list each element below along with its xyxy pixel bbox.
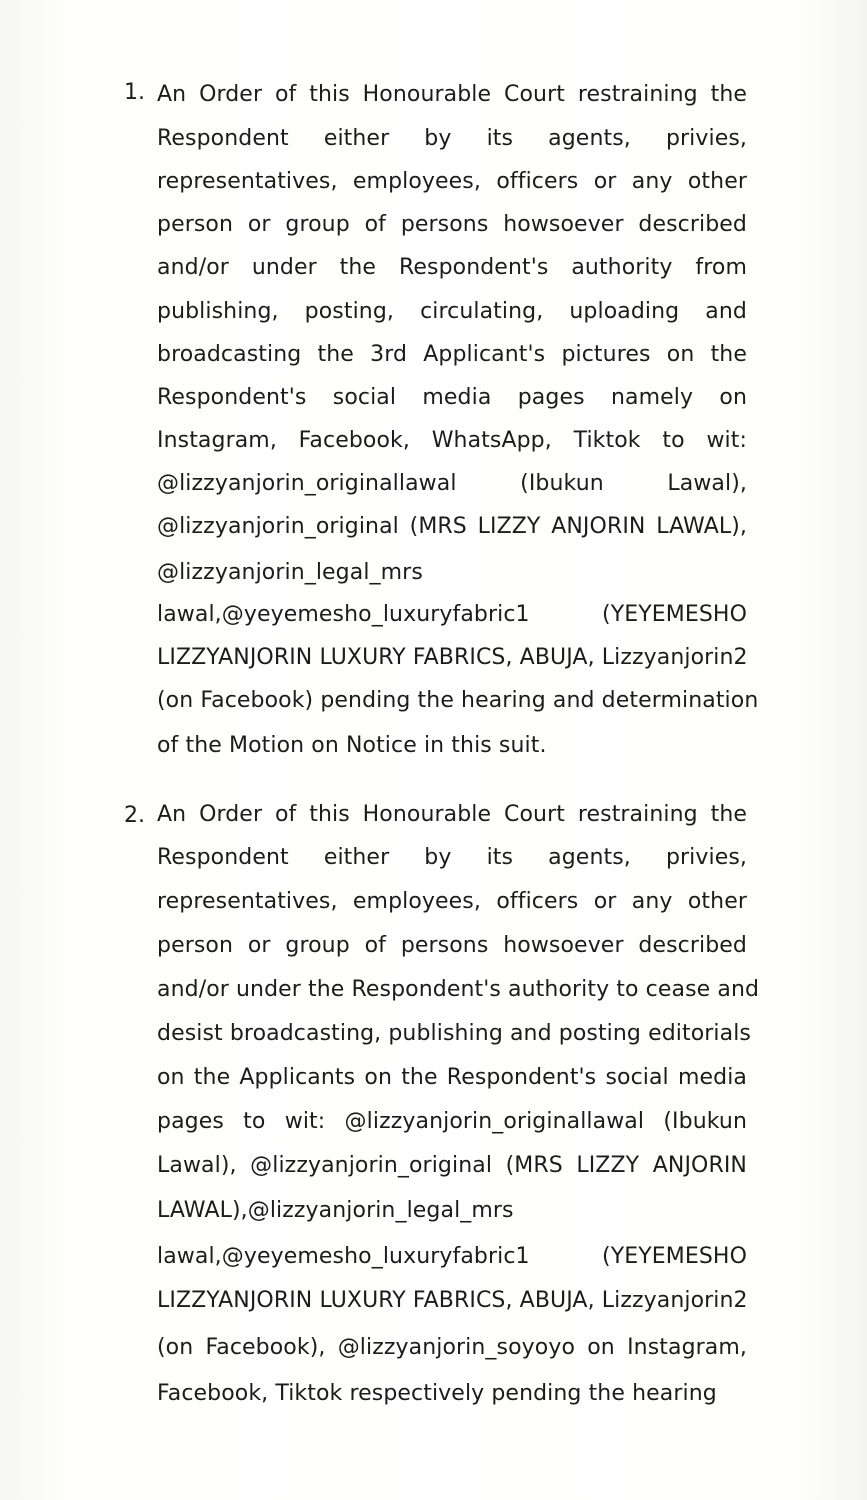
order-line: LIZZYANJORIN LUXURY FABRICS, ABUJA, Lizzyanjorin2 [157,1288,748,1313]
order-line: representatives, employees, officers or any other [157,169,747,194]
order-line: Instagram, Facebook, WhatsApp, Tiktok to wit: [157,428,747,453]
order-line: person or group of persons howsoever described [157,933,747,958]
order-line: LAWAL),@lizzyanjorin_legal_mrs [157,1198,514,1223]
order-line: on the Applicants on the Respondent's social media [157,1065,747,1090]
order-line: Respondent either by its agents, privies, [157,845,747,870]
order-line: pages to wit: @lizzyanjorin_originallawal (Ibukun [157,1109,747,1134]
order-line: representatives, employees, officers or any other [157,889,747,914]
order-line: @lizzyanjorin_original (MRS LIZZY ANJORIN LAWAL), [157,514,747,539]
order-line: An Order of this Honourable Court restraining the [157,802,747,827]
order-line: desist broadcasting, publishing and posting editorials [157,1021,751,1046]
order-line: Lawal), @lizzyanjorin_original (MRS LIZZY ANJORIN [157,1153,747,1178]
order-line: LIZZYANJORIN LUXURY FABRICS, ABUJA, Lizzyanjorin2 [157,645,748,670]
order-line: person or group of persons howsoever described [157,212,747,237]
order-line: of the Motion on Notice in this suit. [157,733,547,758]
order-line: lawal,@yeyemesho_luxuryfabric1 (YEYEMESHO [157,602,747,627]
order-line: Respondent's social media pages namely on [157,385,747,410]
order-line: (on Facebook) pending the hearing and determination [157,688,759,713]
order-line: @lizzyanjorin_legal_mrs [157,560,423,585]
order-line: Respondent either by its agents, privies, [157,126,747,151]
order-line: publishing, posting, circulating, uploading and [157,299,747,324]
order-line: broadcasting the 3rd Applicant's pictures on the [157,342,747,367]
order-line: Facebook, Tiktok respectively pending the hearing [157,1381,717,1406]
order-line: @lizzyanjorin_originallawal (Ibukun Lawal), [157,471,747,496]
order-number: 2. [124,803,145,828]
order-line: and/or under the Respondent's authority to cease and [157,977,760,1002]
order-line: An Order of this Honourable Court restraining the [157,82,747,107]
order-line: and/or under the Respondent's authority from [157,255,747,280]
order-line: (on Facebook), @lizzyanjorin_soyoyo on Instagram, [157,1335,747,1360]
order-line: lawal,@yeyemesho_luxuryfabric1 (YEYEMESHO [157,1244,747,1269]
order-number: 1. [124,80,145,105]
